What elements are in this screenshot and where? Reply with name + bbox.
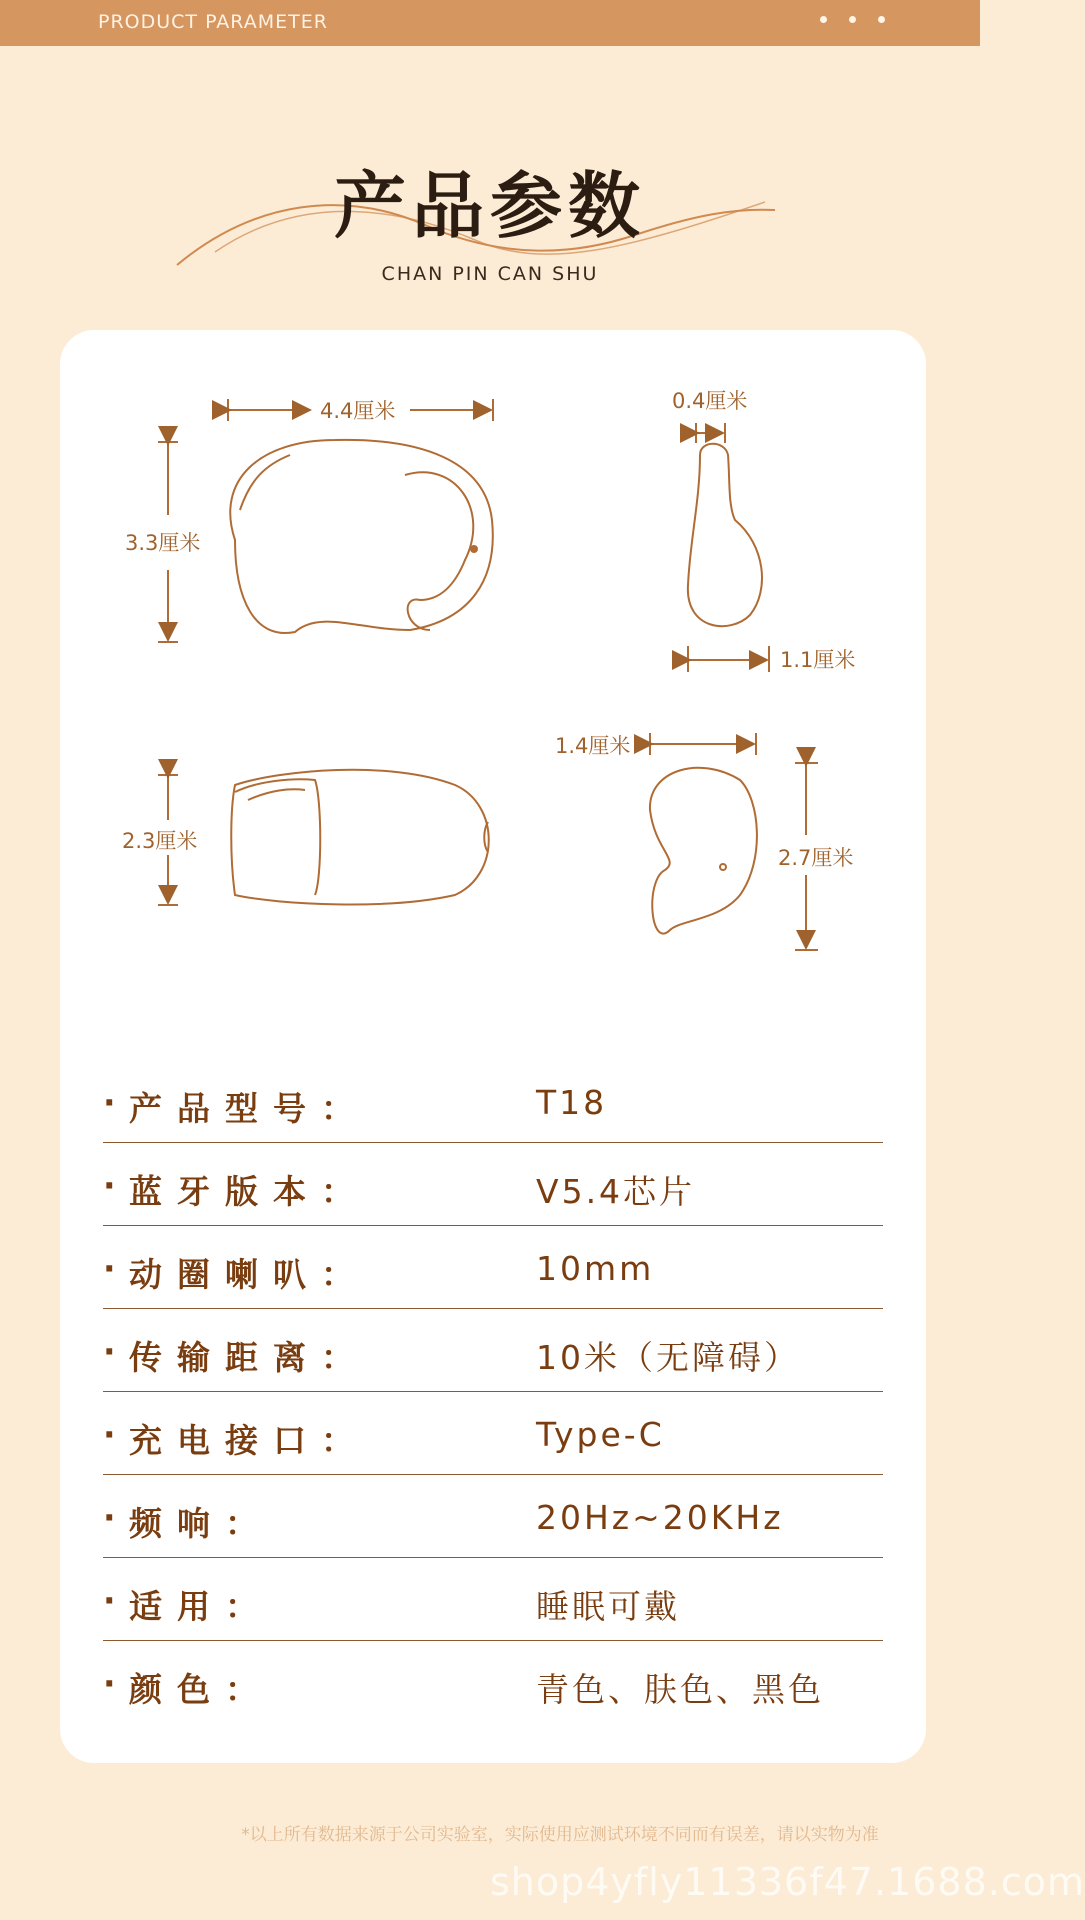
spec-row [103,1475,883,1558]
spec-value: Type-C [536,1415,665,1454]
disclaimer-note: *以上所有数据来源于公司实验室，实际使用应测试环境不同而有误差，请以实物为准 [241,1825,879,1845]
earbud-side-outline [688,444,762,626]
spec-key: · 传输距离： [129,1332,369,1379]
spec-row [103,1558,883,1641]
earbud-back-outline [650,768,757,934]
spec-key: · 蓝牙版本： [129,1166,369,1213]
spec-row [103,1641,883,1723]
spec-key: · 产品型号： [129,1083,369,1130]
spec-key: · 适用： [129,1581,273,1628]
spec-table [103,1060,883,1723]
spec-key: · 动圈喇叭： [129,1249,369,1296]
dim-back-height: 2.7厘米 [778,846,854,870]
spec-row [103,1226,883,1309]
spec-value: 10米（无障碍） [536,1338,800,1377]
spec-key: · 颜色： [129,1664,273,1711]
dim-front-width: 4.4厘米 [320,399,396,423]
spec-value: 青色、肤色、黑色 [536,1670,824,1709]
section-heading [0,140,980,290]
spec-key: · 频响： [129,1498,273,1545]
earbud-front-outline [230,440,493,633]
dim-bottom-height: 2.3厘米 [122,829,198,853]
spec-row [103,1060,883,1143]
dim-front-height: 3.3厘米 [125,531,201,555]
spec-row [103,1309,883,1392]
shop-watermark: shop4yfly11336f47.1688.com [490,1860,1085,1904]
banner-label: PRODUCT PARAMETER [98,11,328,33]
spec-row [103,1143,883,1226]
spec-value: 10mm [536,1249,655,1288]
spec-value: 睡眠可戴 [536,1587,680,1626]
dimension-diagram [60,330,926,1030]
spec-row [103,1392,883,1475]
page-subtitle: CHAN PIN CAN SHU [381,263,599,285]
spec-value: V5.4芯片 [536,1172,696,1211]
more-dots-icon [820,16,885,23]
spec-key: · 充电接口： [129,1415,369,1462]
earbud-bottom-outline [231,770,489,905]
dim-side-top: 0.4厘米 [672,389,748,413]
top-banner [0,0,980,46]
dim-back-width: 1.4厘米 [555,734,631,758]
spec-value: T18 [536,1083,608,1122]
page-title: 产品参数 [333,164,646,248]
dim-side-bottom: 1.1厘米 [780,648,856,672]
spec-value: 20Hz~20KHz [536,1498,784,1537]
